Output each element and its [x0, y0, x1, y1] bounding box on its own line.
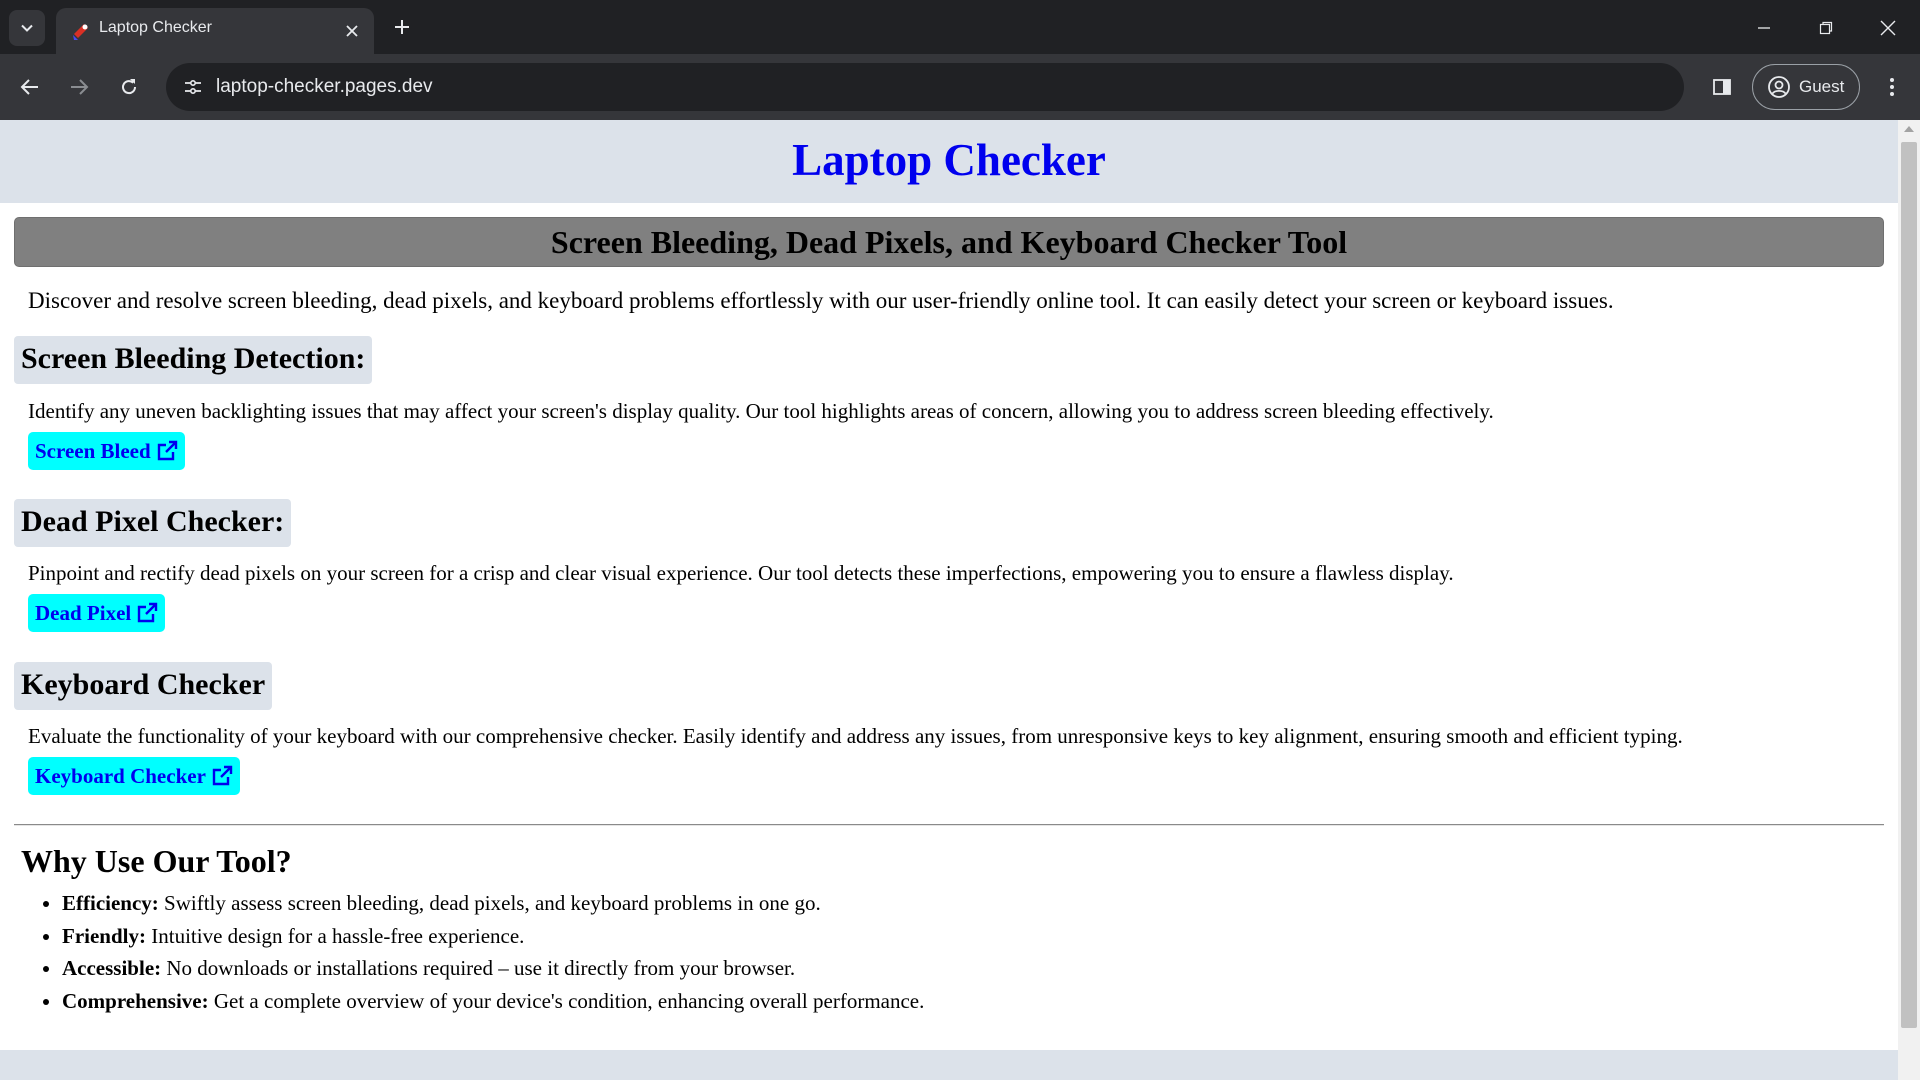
minimize-icon	[1757, 21, 1771, 35]
tab-close-button[interactable]	[340, 19, 364, 43]
screen-bleed-link-label: Screen Bleed	[35, 438, 151, 463]
profile-button[interactable]	[1752, 64, 1860, 110]
tab-title: Laptop Checker	[99, 19, 212, 36]
browser-toolbar	[0, 54, 1920, 120]
favicon-icon	[70, 20, 92, 42]
intro-text: Discover and resolve screen bleeding, dead pixels, and keyboard problems effortlessly with our user-friendly online tool. It can easily detect your screen or keyboard issues.	[28, 288, 1614, 313]
more-menu-button[interactable]	[1875, 70, 1909, 104]
benefit-term: Friendly:	[62, 923, 146, 948]
site-footer	[0, 1050, 1898, 1080]
keyboard-checker-link-label: Keyboard Checker	[35, 763, 206, 788]
external-link-icon	[156, 440, 178, 462]
benefit-desc: Intuitive design for a hassle-free experience.	[146, 923, 525, 948]
banner-heading: Screen Bleeding, Dead Pixels, and Keyboard Checker Tool	[550, 224, 1348, 260]
external-link-icon	[211, 765, 233, 787]
side-panel-icon	[1712, 77, 1732, 97]
more-menu-icon	[1889, 77, 1895, 97]
forward-icon	[69, 77, 89, 97]
list-item	[62, 891, 924, 924]
site-info-icon	[183, 77, 203, 97]
section-heading-keyboard: Keyboard Checker	[14, 662, 272, 710]
side-panel-button[interactable]	[1705, 70, 1739, 104]
new-tab-button[interactable]	[387, 12, 417, 42]
benefit-desc: Swiftly assess screen bleeding, dead pixels, and keyboard problems in one go.	[158, 891, 821, 915]
site-info-button[interactable]	[177, 71, 209, 103]
benefit-term: Comprehensive:	[62, 988, 209, 1013]
section-text-dead-pixel: Pinpoint and rectify dead pixels on your screen for a crisp and clear visual experience. Our tool detects these imperfections, empowering you to ensure a flawless display.	[28, 561, 1454, 585]
browser-tab-active[interactable]	[56, 8, 374, 54]
minimize-button[interactable]	[1744, 8, 1784, 48]
scrollbar-thumb[interactable]	[1901, 142, 1917, 1028]
list-item	[62, 989, 924, 1022]
page-viewport	[0, 120, 1920, 1080]
plus-icon	[394, 19, 410, 35]
restore-icon	[1819, 21, 1833, 35]
window-close-icon	[1880, 20, 1896, 36]
benefit-desc: No downloads or installations required – use it directly from your browser.	[161, 956, 796, 980]
list-item	[62, 924, 924, 957]
section-text-keyboard: Evaluate the functionality of your keyboard with our comprehensive checker. Easily identify and address any issues, from unresponsive keys to key alignment, ensuring smooth and efficient typing.	[28, 724, 1683, 748]
scroll-up-arrow-icon[interactable]	[1904, 126, 1914, 132]
list-item	[62, 956, 924, 989]
reload-button[interactable]	[112, 70, 146, 104]
benefit-term: Accessible:	[62, 956, 162, 980]
site-header	[0, 120, 1898, 203]
tool-banner	[14, 217, 1884, 267]
back-button[interactable]	[13, 70, 47, 104]
benefits-list	[62, 891, 924, 1021]
close-icon	[346, 25, 358, 37]
profile-label: Guest	[1799, 77, 1845, 96]
benefit-desc: Get a complete overview of your device's condition, enhancing overall performance.	[208, 988, 925, 1013]
why-use-heading: Why Use Our Tool?	[21, 843, 292, 879]
dead-pixel-link-label: Dead Pixel	[35, 600, 132, 625]
browser-titlebar	[0, 0, 1920, 54]
profile-icon	[1767, 75, 1791, 99]
tab-search-button[interactable]	[9, 10, 45, 46]
screen-bleed-link[interactable]	[28, 432, 185, 470]
url-text[interactable]: laptop-checker.pages.dev	[216, 76, 433, 97]
window-close-button[interactable]	[1868, 8, 1908, 48]
section-text-screen-bleeding: Identify any uneven backlighting issues that may affect your screen's display quality. Our tool highlights areas of concern, allowing you to address screen bleeding effectively.	[28, 399, 1494, 423]
section-heading-screen-bleeding: Screen Bleeding Detection:	[14, 336, 372, 384]
page-scrollbar[interactable]	[1898, 120, 1920, 1080]
dead-pixel-link[interactable]	[28, 594, 165, 632]
page-content	[0, 120, 1898, 1080]
address-bar[interactable]	[166, 63, 1684, 111]
benefit-term: Efficiency:	[62, 891, 159, 915]
forward-button[interactable]	[62, 70, 96, 104]
section-heading-dead-pixel: Dead Pixel Checker:	[14, 499, 291, 547]
keyboard-checker-link[interactable]	[28, 757, 240, 795]
section-divider	[14, 824, 1884, 826]
external-link-icon	[136, 602, 158, 624]
restore-button[interactable]	[1806, 8, 1846, 48]
chevron-down-icon	[20, 21, 34, 35]
reload-icon	[119, 77, 139, 97]
back-icon	[20, 77, 40, 97]
site-title: Laptop Checker	[792, 135, 1106, 185]
